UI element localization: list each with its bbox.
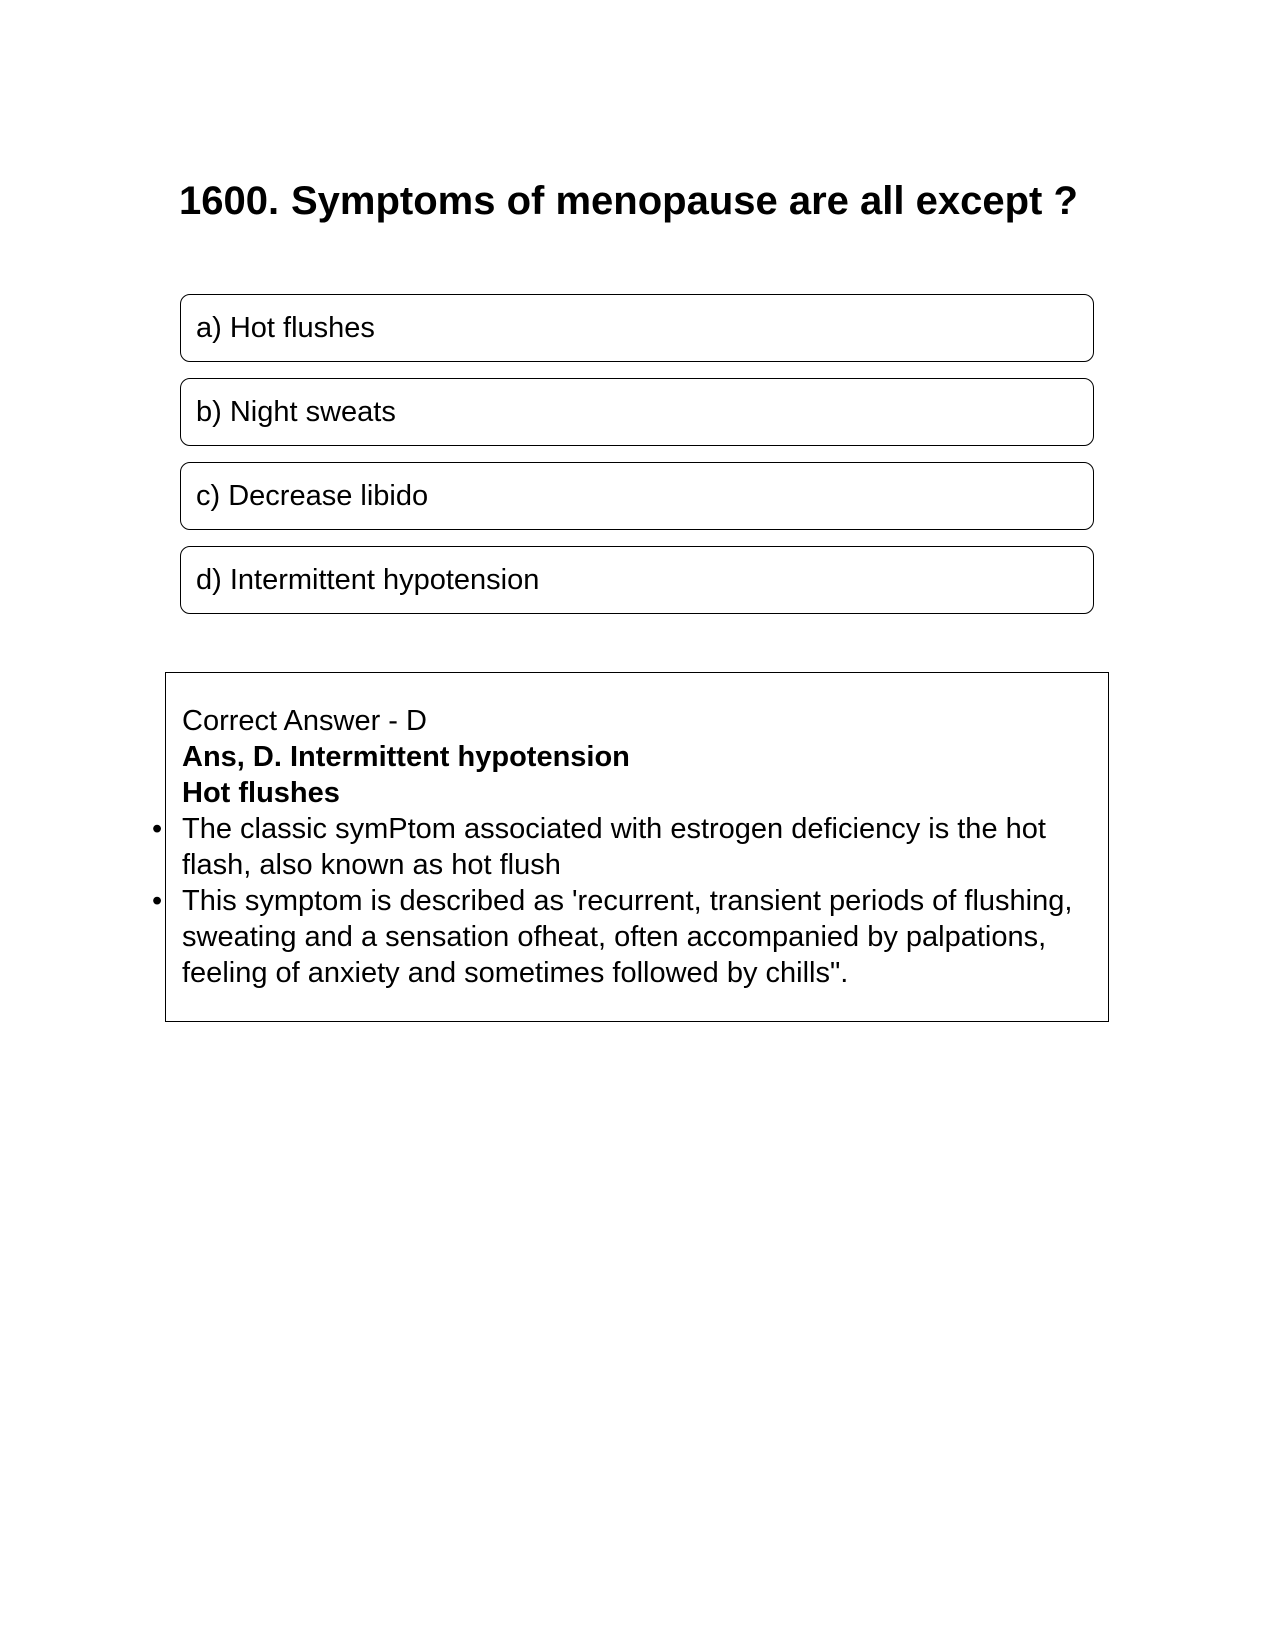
option-d-label: d) Intermittent hypotension: [196, 563, 540, 596]
question-text: Symptoms of menopause are all except ?: [291, 179, 1078, 223]
answer-subheading: Hot flushes: [182, 777, 340, 809]
answer-explanation-box: [152, 672, 1109, 1022]
answer-heading: Ans, D. Intermittent hypotension: [182, 741, 630, 773]
options-list: [180, 294, 1094, 630]
explanation-list: [152, 811, 1108, 991]
explanation-point-text: The classic symPtom associated with estrogen deficiency is the hot flash, also known as hot flush: [182, 813, 1046, 881]
bullet-icon: •: [152, 813, 163, 845]
explanation-point: [152, 883, 1108, 991]
option-c-label: c) Decrease libido: [196, 479, 429, 512]
explanation-point-text: This symptom is described as 'recurrent, transient periods of flushing, sweating and a sensation ofheat, often accompanied by palpations, feeling of anxiety and sometimes followed by chills".: [182, 885, 1073, 989]
question-number: 1600.: [179, 179, 280, 223]
option-a[interactable]: [180, 294, 1094, 362]
option-a-label: a) Hot flushes: [196, 311, 375, 344]
option-b-label: b) Night sweats: [196, 395, 396, 428]
option-c[interactable]: [180, 462, 1094, 530]
question-heading: [179, 176, 1099, 226]
correct-answer-text: Correct Answer - D: [182, 705, 427, 737]
explanation-point: [152, 811, 1108, 883]
option-d[interactable]: [180, 546, 1094, 614]
option-b[interactable]: [180, 378, 1094, 446]
bullet-icon: •: [152, 885, 163, 917]
